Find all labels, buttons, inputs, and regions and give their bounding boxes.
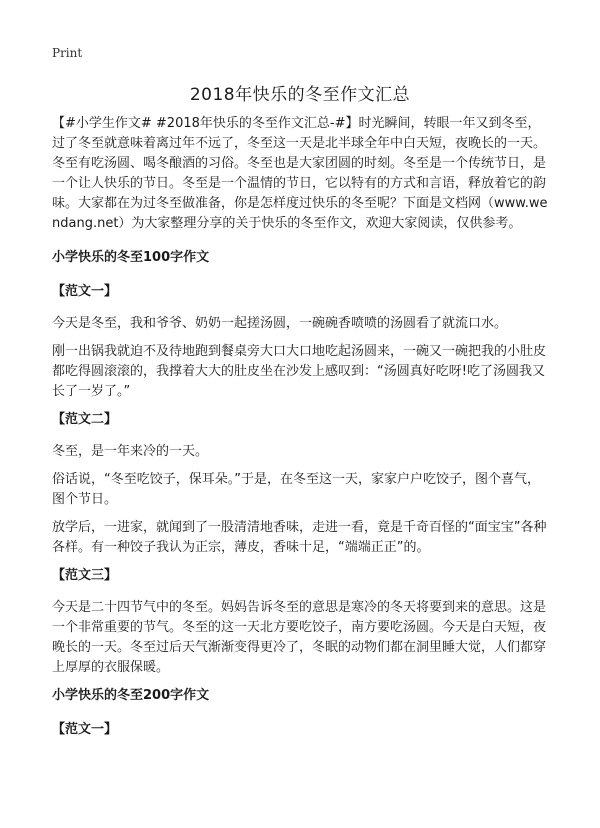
sample-heading-3: 【范文三】 bbox=[52, 568, 118, 583]
document-body bbox=[52, 114, 552, 752]
section-heading-100: 小学快乐的冬至100字作文 bbox=[52, 250, 210, 265]
sample3-paragraph-1: 今天是二十四节气中的冬至。妈妈告诉冬至的意思是寒冷的冬天将要到来的意思。这是一个非常重要的节气。冬至的这一天北方要吃饺子，南方要吃汤圆。今天是白天短，夜晚长的一天。冬至过后天气渐渐变得更冷了，冬眠的动物们都在洞里睡大觉，人们都穿上厚厚的衣服保暖。 bbox=[52, 600, 547, 675]
section-heading-200: 小学快乐的冬至200字作文 bbox=[52, 688, 210, 703]
sample2-paragraph-3: 放学后，一进家，就闻到了一股清清地香味，走进一看，竟是千奇百怪的“面宝宝”各种各样。有一种饺子我认为正宗，薄皮，香味十足，“端端正正”的。 bbox=[52, 520, 547, 555]
sample2-paragraph-2: 俗话说，“冬至吃饺子，保耳朵。”于是，在冬至这一天，家家户户吃饺子，图个喜气，图个节日。 bbox=[52, 472, 540, 507]
sample1-paragraph-1: 今天是冬至，我和爷爷、奶奶一起搓汤圆，一碗碗香喷喷的汤圆看了就流口水。 bbox=[52, 316, 508, 331]
intro-paragraph: 【#小学生作文# #2018年快乐的冬至作文汇总-#】时光瞬间，转眼一年又到冬至，过了冬至就意味着离过年不远了，冬至这一天是北半球全年中白天短，夜晚长的一天。冬至有吃汤圆、喝冬酿酒的习俗。冬至也是大家团圆的时刻。冬至是一个传统节日，是一个让人快乐的节日。冬至是一个温情的节日，它以特有的方式和言语，释放着它的韵味。大家都在为过冬至做准备，你是怎样度过快乐的冬至呢？下面是文档网（www.wendang.net）为大家整理分享的关于快乐的冬至作文，欢迎大家阅读，仅供参考。 bbox=[52, 116, 548, 231]
section2-sample-heading-1: 【范文一】 bbox=[52, 722, 118, 737]
sample2-paragraph-1: 冬至，是一年来冷的一天。 bbox=[52, 444, 209, 459]
print-label[interactable]: Print bbox=[52, 46, 83, 60]
document-title: 2018年快乐的冬至作文汇总 bbox=[189, 85, 411, 105]
sample-heading-1: 【范文一】 bbox=[52, 284, 118, 299]
sample1-paragraph-2: 刚一出锅我就迫不及待地跑到餐桌旁大口大口地吃起汤圆来，一碗又一碗把我的小肚皮都吃得圆滚滚的，我撑着大大的肚皮坐在沙发上感叹到：“汤圆真好吃呀!吃了汤圆我又长了一岁了。” bbox=[52, 344, 547, 399]
sample-heading-2: 【范文二】 bbox=[52, 412, 118, 427]
